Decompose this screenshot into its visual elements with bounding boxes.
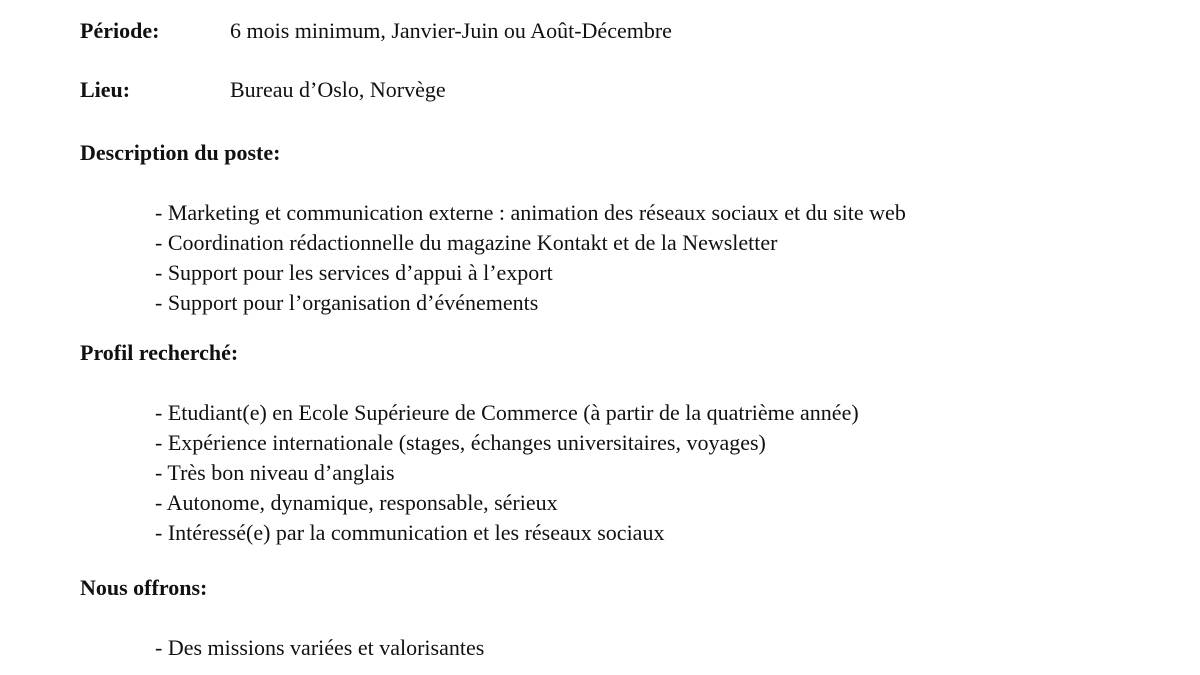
lieu-label: Lieu: <box>80 77 131 102</box>
list-item: - Support pour l’organisation d’événements <box>155 290 539 315</box>
offre-list <box>155 633 484 663</box>
offre-heading: Nous offrons: <box>80 575 208 600</box>
periode-label: Période: <box>80 18 160 43</box>
list-item: - Marketing et communication externe : animation des réseaux sociaux et du site web <box>155 200 906 225</box>
list-item: - Coordination rédactionnelle du magazine Kontakt et de la Newsletter <box>155 230 778 255</box>
list-item: - Etudiant(e) en Ecole Supérieure de Commerce (à partir de la quatrième année) <box>155 400 859 425</box>
profil-heading: Profil recherché: <box>80 340 239 365</box>
profil-list <box>155 398 859 548</box>
description-heading: Description du poste: <box>80 140 281 165</box>
periode-value: 6 mois minimum, Janvier-Juin ou Août-Décembre <box>230 18 672 43</box>
description-list <box>155 198 906 318</box>
list-item: - Expérience internationale (stages, échanges universitaires, voyages) <box>155 430 766 455</box>
list-item: - Autonome, dynamique, responsable, sérieux <box>155 490 558 515</box>
list-item: - Intéressé(e) par la communication et les réseaux sociaux <box>155 520 665 545</box>
list-item: - Des missions variées et valorisantes <box>155 635 485 660</box>
lieu-value: Bureau d’Oslo, Norvège <box>230 77 446 102</box>
lieu-row <box>80 75 446 105</box>
list-item: - Support pour les services d’appui à l’export <box>155 260 553 285</box>
list-item: - Très bon niveau d’anglais <box>155 460 395 485</box>
periode-row <box>80 16 672 46</box>
